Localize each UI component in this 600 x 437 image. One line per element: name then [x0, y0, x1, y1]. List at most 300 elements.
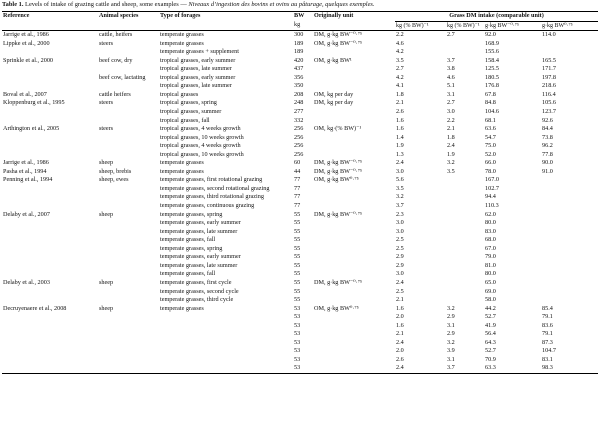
cell-intake-1: 2.9 [396, 261, 404, 269]
cell-intake-4 [541, 219, 598, 228]
cell-unit [313, 82, 395, 91]
cell-reference [2, 134, 98, 143]
cell-bw: 332 [294, 116, 304, 124]
cell-intake-1: 2.4 [396, 159, 404, 167]
cell-intake-3: 44.2 [485, 304, 496, 312]
cell-intake-1: 2.1 [396, 296, 404, 304]
cell-intake-4 [541, 253, 598, 262]
cell-reference [2, 142, 98, 151]
cell-intake-1: 1.9 [396, 142, 404, 150]
cell-intake-4: 105.6 [542, 99, 556, 107]
cell-reference [2, 74, 98, 83]
cell-intake-3: 64.3 [485, 338, 496, 346]
cell-reference [2, 236, 98, 245]
cell-unit [313, 245, 395, 254]
cell-unit [313, 339, 395, 348]
cell-unit: OM, kg·(% BW)⁻¹ [314, 125, 362, 133]
cell-reference: Arthington et al., 2005 [3, 125, 60, 133]
cell-unit: OM, g·kg BW⁻⁰·⁷⁵ [314, 39, 363, 47]
cell-intake-2: 2.2 [447, 116, 455, 124]
cell-species: steers [99, 125, 114, 133]
cell-intake-2 [446, 262, 484, 271]
cell-intake-4: 116.4 [542, 90, 556, 98]
cell-reference [2, 82, 98, 91]
cell-unit: DM, g·kg BW⁻⁰·⁷⁵ [314, 159, 363, 167]
cell-unit [313, 270, 395, 279]
header-row-1 [2, 12, 598, 22]
cell-intake-3: 81.0 [485, 261, 496, 269]
cell-intake-3: 70.9 [485, 355, 496, 363]
cell-bw: 77 [294, 176, 301, 184]
cell-bw: 55 [294, 270, 301, 278]
cell-bw: 77 [294, 193, 301, 201]
cell-intake-4: 73.8 [542, 133, 553, 141]
cell-intake-1: 1.6 [396, 125, 404, 133]
cell-bw: 53 [294, 304, 301, 312]
cell-forage: temperate grasses + supplement [160, 48, 239, 56]
cell-intake-3: 67.8 [485, 90, 496, 98]
table-row [2, 364, 598, 373]
cell-unit [313, 330, 395, 339]
cell-intake-3: 155.6 [485, 48, 499, 56]
cell-species: cattle, heifers [99, 31, 133, 39]
cell-intake-3: 176.8 [485, 82, 499, 90]
cell-unit [313, 262, 395, 271]
cell-intake-1: 2.1 [396, 99, 404, 107]
cell-unit: DM, kg per day [314, 99, 354, 107]
cell-forage: tropical grasses [160, 90, 199, 98]
cell-bw: 420 [294, 56, 304, 64]
table-row [2, 313, 598, 322]
cell-intake-4 [541, 193, 598, 202]
table-caption [2, 1, 598, 9]
cell-bw: 55 [294, 244, 301, 252]
cell-reference [2, 270, 98, 279]
cell-species: steers [99, 39, 114, 47]
table-row [2, 31, 598, 40]
cell-bw: 256 [294, 133, 304, 141]
cell-species [98, 288, 159, 297]
header-row-2 [2, 21, 598, 31]
cell-species [98, 364, 159, 373]
cell-intake-1: 3.0 [396, 270, 404, 278]
cell-reference [2, 313, 98, 322]
cell-reference [2, 65, 98, 74]
cell-intake-3: 58.0 [485, 296, 496, 304]
header-unit-2: kg (% BW)⁻¹ [446, 21, 484, 31]
cell-intake-4: 92.6 [542, 116, 553, 124]
cell-intake-3: 52.7 [485, 347, 496, 355]
cell-bw: 53 [294, 313, 301, 321]
cell-reference [2, 193, 98, 202]
cell-unit [313, 253, 395, 262]
cell-intake-2 [446, 219, 484, 228]
cell-forage: temperate grasses, early summer [160, 253, 241, 261]
cell-species: beef cow, lactating [99, 73, 146, 81]
cell-intake-1: 2.5 [396, 244, 404, 252]
cell-species: beef cow, dry [99, 56, 133, 64]
cell-intake-4: 79.1 [542, 330, 553, 338]
cell-intake-3: 68.0 [485, 236, 496, 244]
cell-intake-3: 80.0 [485, 219, 496, 227]
table-row [2, 48, 598, 57]
cell-bw: 189 [294, 39, 304, 47]
cell-intake-1: 3.7 [396, 202, 404, 210]
cell-forage: tropical grasses, 4 weeks growth [160, 142, 241, 150]
cell-intake-3: 80.0 [485, 270, 496, 278]
cell-species [98, 339, 159, 348]
cell-forage [159, 322, 293, 331]
cell-bw: 53 [293, 364, 313, 373]
header-bw-unit: kg [293, 21, 313, 31]
cell-unit [313, 322, 395, 331]
cell-species: sheep [99, 159, 114, 167]
caption-text: Levels of intake of grazing cattle and sheep, some examples — [25, 1, 187, 8]
cell-forage: temperate grasses, late summer [160, 227, 238, 235]
cell-intake-1: 4.6 [396, 39, 404, 47]
header-forages: Type of forages [159, 12, 293, 22]
cell-intake-4 [541, 48, 598, 57]
cell-intake-3: 83.0 [485, 227, 496, 235]
table-row [2, 142, 598, 151]
table-row [2, 356, 598, 365]
cell-intake-1: 1.8 [396, 90, 404, 98]
cell-intake-2 [446, 176, 484, 185]
cell-intake-3: 158.4 [485, 56, 499, 64]
cell-intake-3: 63.3 [484, 364, 541, 373]
cell-unit: DM, g·kg BW⁻⁰·⁷⁵ [314, 31, 363, 39]
cell-intake-1: 2.6 [396, 355, 404, 363]
cell-species [98, 296, 159, 305]
cell-intake-3: 167.0 [485, 176, 499, 184]
cell-reference [2, 347, 98, 356]
cell-species: sheep, ewes [99, 176, 129, 184]
cell-intake-1: 2.5 [396, 236, 404, 244]
cell-intake-3: 52.7 [485, 313, 496, 321]
cell-reference [2, 356, 98, 365]
cell-forage: tropical grasses, early summer [160, 73, 236, 81]
cell-intake-1: 3.0 [396, 167, 404, 175]
cell-forage: temperate grasses [160, 167, 204, 175]
cell-intake-4 [541, 279, 598, 288]
cell-intake-1: 2.1 [396, 330, 404, 338]
cell-intake-2 [446, 40, 484, 49]
cell-species: sheep [99, 210, 114, 218]
cell-reference: Decruyenaere et al., 2008 [3, 304, 67, 312]
cell-reference: Lippke et al., 2000 [3, 39, 50, 47]
cell-forage: temperate grasses, first cycle [160, 278, 232, 286]
cell-bw: 55 [294, 236, 301, 244]
cell-forage: temperate grasses, early summer [160, 219, 241, 227]
cell-species [98, 228, 159, 237]
cell-forage: temperate grasses, third cycle [160, 296, 234, 304]
table-row [2, 245, 598, 254]
header-unit-3: g·kg BW⁻⁰·⁷⁵ [484, 21, 541, 31]
cell-bw: 248 [294, 99, 304, 107]
cell-unit [313, 108, 395, 117]
cell-species [98, 117, 159, 126]
cell-species [98, 48, 159, 57]
cell-unit: DM, g·kg BW⁻⁰·⁷⁵ [314, 167, 363, 175]
cell-forage: temperate grasses [160, 159, 204, 167]
cell-species [98, 134, 159, 143]
cell-intake-3: 92.0 [485, 31, 496, 39]
table-row [2, 117, 598, 126]
cell-intake-2 [446, 279, 484, 288]
table-row [2, 347, 598, 356]
table-row [2, 108, 598, 117]
cell-forage: temperate grasses, fall [160, 236, 216, 244]
cell-species [98, 245, 159, 254]
cell-reference: Pasha et al., 1994 [3, 167, 47, 175]
cell-unit [313, 193, 395, 202]
cell-bw: 55 [294, 261, 301, 269]
table-row [2, 159, 598, 168]
cell-intake-3: 56.4 [485, 330, 496, 338]
cell-unit [313, 142, 395, 151]
table-row [2, 185, 598, 194]
cell-species: sheep [99, 304, 114, 312]
cell-reference [2, 151, 98, 160]
cell-forage: tropical grasses, late summer [160, 65, 232, 73]
cell-intake-3: 84.8 [485, 99, 496, 107]
cell-unit [313, 236, 395, 245]
cell-species [98, 219, 159, 228]
table-row [2, 305, 598, 314]
cell-intake-4: 114.0 [542, 31, 556, 39]
cell-intake-2: 1.8 [447, 133, 455, 141]
cell-intake-3: 69.0 [485, 287, 496, 295]
table-row [2, 202, 598, 211]
cell-intake-3: 67.0 [485, 244, 496, 252]
cell-bw: 53 [294, 355, 301, 363]
cell-unit: DM, g·kg BW⁻⁰·⁷⁵ [314, 210, 363, 218]
table-row [2, 91, 598, 100]
cell-intake-4 [541, 288, 598, 297]
cell-intake-4: 96.2 [542, 142, 553, 150]
cell-intake-2: 3.7 [447, 56, 455, 64]
cell-species [98, 347, 159, 356]
cell-intake-4: 91.0 [542, 167, 553, 175]
cell-intake-1: 4.2 [396, 73, 404, 81]
cell-bw: 77 [294, 202, 301, 210]
cell-intake-4 [541, 176, 598, 185]
cell-intake-2 [446, 193, 484, 202]
cell-forage [159, 339, 293, 348]
cell-reference [2, 339, 98, 348]
cell-species [98, 322, 159, 331]
cell-forage: temperate grasses, second rotational grazing [160, 184, 270, 192]
cell-intake-3: 180.5 [485, 73, 499, 81]
cell-reference: Delaby et al., 2007 [3, 210, 50, 218]
cell-intake-4 [541, 262, 598, 271]
table-row [2, 262, 598, 271]
cell-intake-3: 168.9 [485, 39, 499, 47]
table-row [2, 339, 598, 348]
cell-reference [2, 253, 98, 262]
cell-unit [313, 202, 395, 211]
cell-forage: temperate grasses [160, 304, 204, 312]
cell-species [98, 313, 159, 322]
cell-reference: Jarrige et al., 1986 [3, 31, 49, 39]
cell-intake-4 [541, 185, 598, 194]
cell-intake-3: 52.0 [485, 150, 496, 158]
cell-unit [313, 347, 395, 356]
cell-bw: 208 [294, 90, 304, 98]
cell-intake-4: 171.7 [542, 65, 556, 73]
table-row [2, 330, 598, 339]
cell-intake-2 [446, 185, 484, 194]
table-row [2, 236, 598, 245]
cell-intake-4: 77.8 [542, 150, 553, 158]
cell-species [98, 151, 159, 160]
cell-bw: 53 [294, 321, 301, 329]
cell-intake-2: 3.1 [447, 355, 455, 363]
cell-intake-1: 1.6 [396, 304, 404, 312]
cell-forage: temperate grasses, spring [160, 244, 223, 252]
cell-intake-4: 83.6 [542, 321, 553, 329]
cell-intake-1: 3.2 [396, 193, 404, 201]
cell-reference: Delaby et al., 2003 [3, 278, 50, 286]
cell-reference [2, 185, 98, 194]
cell-bw: 55 [294, 227, 301, 235]
caption-label: Table 1. [2, 1, 24, 8]
intake-table [2, 11, 598, 374]
cell-species [98, 270, 159, 279]
table-row [2, 82, 598, 91]
cell-intake-1: 1.6 [396, 116, 404, 124]
cell-intake-2: 3.2 [447, 159, 455, 167]
cell-intake-1: 1.3 [396, 150, 404, 158]
cell-species [98, 356, 159, 365]
cell-forage: tropical grasses, spring [160, 99, 217, 107]
header-unit: Originally unit [313, 12, 395, 22]
cell-intake-4: 85.4 [542, 304, 553, 312]
table-row [2, 253, 598, 262]
cell-intake-1: 2.7 [396, 65, 404, 73]
table-row [2, 211, 598, 220]
cell-bw: 55 [294, 210, 301, 218]
cell-reference: Kloppenburg et al., 1995 [3, 99, 65, 107]
caption-french: Niveaux d’ingestion des bovins et ovins au pâturage, quelques exemples. [188, 1, 375, 8]
cell-intake-3: 63.6 [485, 125, 496, 133]
cell-bw: 277 [294, 108, 304, 116]
cell-forage: tropical grasses, late summer [160, 82, 232, 90]
cell-unit [313, 185, 395, 194]
cell-reference [2, 219, 98, 228]
cell-intake-2: 1.9 [447, 150, 455, 158]
cell-intake-2: 3.2 [447, 338, 455, 346]
cell-bw: 356 [294, 73, 304, 81]
cell-unit [313, 364, 395, 373]
table-row [2, 193, 598, 202]
cell-intake-1: 2.0 [396, 347, 404, 355]
cell-reference [2, 48, 98, 57]
cell-intake-1: 2.5 [396, 287, 404, 295]
cell-intake-2: 3.5 [447, 167, 455, 175]
cell-reference: Penning et al., 1994 [3, 176, 53, 184]
cell-bw: 77 [294, 184, 301, 192]
cell-forage: tropical grasses, 10 weeks growth [160, 133, 244, 141]
header-unit-4: g·kg BW⁰·⁷⁵ [541, 21, 598, 31]
cell-bw: 60 [294, 159, 301, 167]
header-unit-1: kg (% BW)⁻¹ [395, 21, 446, 31]
cell-unit [313, 117, 395, 126]
cell-intake-3: 79.0 [485, 253, 496, 261]
cell-reference [2, 117, 98, 126]
cell-forage: temperate grasses, first rotational grazing [160, 176, 263, 184]
cell-intake-1: 3.5 [396, 56, 404, 64]
header-species: Animal species [98, 12, 159, 22]
cell-intake-1: 2.4 [395, 364, 446, 373]
cell-intake-4 [541, 211, 598, 220]
cell-intake-3: 65.0 [485, 278, 496, 286]
cell-intake-4: 98.3 [541, 364, 598, 373]
cell-intake-4 [541, 245, 598, 254]
cell-intake-1: 3.0 [396, 227, 404, 235]
table-row [2, 288, 598, 297]
table-row [2, 228, 598, 237]
header-bw: BW [293, 12, 313, 22]
cell-intake-2 [446, 270, 484, 279]
table-row [2, 176, 598, 185]
table-row [2, 279, 598, 288]
cell-forage: temperate grasses, fall [160, 270, 216, 278]
cell-unit [313, 134, 395, 143]
cell-species: steers [99, 99, 114, 107]
cell-intake-2 [446, 202, 484, 211]
cell-intake-2 [446, 296, 484, 305]
cell-reference: Boval et al., 2007 [3, 90, 47, 98]
cell-unit [313, 296, 395, 305]
cell-forage: temperate grasses, late summer [160, 261, 238, 269]
cell-reference [2, 202, 98, 211]
cell-intake-4: 79.1 [542, 313, 553, 321]
cell-intake-4: 123.7 [542, 108, 556, 116]
cell-reference: Sprinkle et al., 2000 [3, 56, 54, 64]
cell-unit [313, 65, 395, 74]
table-row [2, 65, 598, 74]
cell-intake-3: 110.3 [485, 202, 499, 210]
cell-forage: temperate grasses, second cycle [160, 287, 239, 295]
cell-bw: 256 [294, 125, 304, 133]
cell-intake-3: 125.5 [485, 65, 499, 73]
cell-intake-3: 102.7 [485, 184, 499, 192]
cell-intake-1: 1.6 [396, 321, 404, 329]
cell-reference [2, 228, 98, 237]
cell-intake-2: 3.8 [447, 65, 455, 73]
cell-intake-1: 4.2 [396, 48, 404, 56]
cell-forage: temperate grasses, third rotational grazing [160, 193, 264, 201]
cell-reference [2, 108, 98, 117]
cell-unit [313, 288, 395, 297]
cell-intake-2: 2.9 [447, 313, 455, 321]
cell-species [98, 193, 159, 202]
cell-intake-2: 3.1 [447, 90, 455, 98]
cell-bw: 44 [294, 167, 301, 175]
cell-forage [159, 330, 293, 339]
cell-intake-2: 2.7 [447, 99, 455, 107]
cell-forage [159, 364, 293, 373]
cell-bw: 300 [294, 31, 304, 39]
cell-forage: tropical grasses, summer [160, 108, 222, 116]
cell-intake-2 [446, 211, 484, 220]
cell-forage: tropical grasses, fall [160, 116, 210, 124]
table-row [2, 40, 598, 49]
cell-unit [313, 228, 395, 237]
table-row [2, 57, 598, 66]
cell-intake-2 [446, 253, 484, 262]
